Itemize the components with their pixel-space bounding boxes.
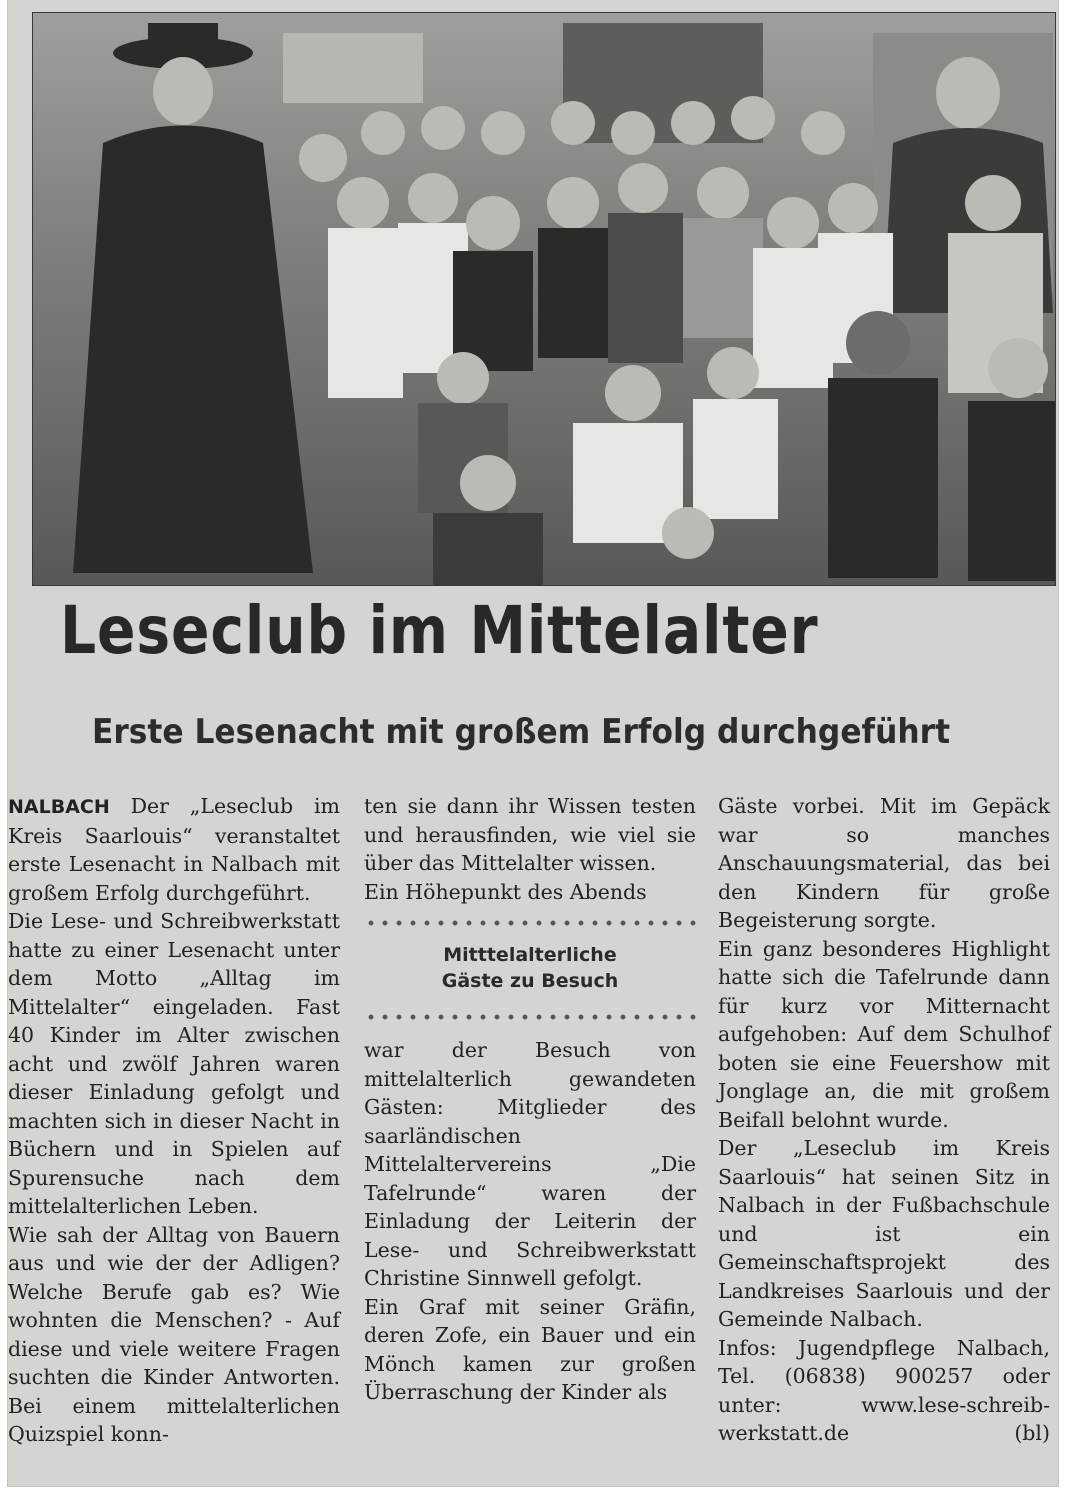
article-column-2: [364, 792, 696, 1407]
author-byline: (bl): [1014, 1421, 1050, 1445]
paragraph: Wie sah der Alltag von Bauern aus und wie der der Adligen? Welche Berufe gab es? Wie wohnten die Menschen? - Auf diese und viele weitere Fragen suchten die Kinder Antworten. Bei einem mittelalterlichen Quizspiel konn-: [8, 1222, 340, 1446]
paragraph: [718, 1334, 1050, 1448]
subhead-line: Mitttelalterliche: [443, 944, 617, 966]
paragraph: Ein Graf mit seiner Gräfin, deren Zofe, ein Bauer und ein Mönch kamen zur großen Überraschung der Kinder als: [364, 1294, 696, 1404]
article-subheadline: Erste Lesenacht mit großem Erfolg durchgeführt: [92, 712, 951, 752]
section-subhead: [364, 942, 696, 994]
paragraph: war der Besuch von mittelalterlich gewandeten Gästen: Mitglieder des saarländischen Mittelaltervereins „Die Tafelrunde“ waren der Einladung der Leiterin der Lese- und Schreibwerkstatt Christine Sinnwell gefolgt.: [364, 1038, 696, 1290]
group-photo: [32, 12, 1056, 586]
paragraph-text: Der „Leseclub im Kreis Saarlouis“ veranstaltet erste Lesenacht in Nalbach mit großem Erfolg durchgeführt.: [8, 794, 340, 905]
article-column-3: [718, 792, 1050, 1448]
paragraph: Gäste vorbei. Mit im Gepäck war so manches Anschauungsmaterial, das bei den Kindern für große Begeisterung sorgte.: [718, 794, 1050, 932]
contact-info: Infos: Jugendpflege Nalbach, Tel. (06838) 900257 oder unter: www.lese-schreib-werkstatt.de: [718, 1335, 1050, 1445]
dateline: NALBACH: [8, 796, 110, 818]
paragraph: Der „Leseclub im Kreis Saarlouis“ hat seinen Sitz in Nalbach in der Fußbachschule und ist ein Gemeinschaftsprojekt des Landkreises Saarlouis und der Gemeinde Nalbach.: [718, 1136, 1050, 1331]
paragraph: ten sie dann ihr Wissen testen und herausfinden, wie viel sie über das Mittelalter wissen.: [364, 794, 696, 875]
paragraph: Ein ganz besonderes Highlight hatte sich die Tafelrunde dann für kurz vor Mitternacht aufgehoben: Auf dem Schulhof boten sie eine Feuershow mit Jonglage an, die mit großem Beifall belohnt wurde.: [718, 936, 1050, 1132]
paragraph: Die Lese- und Schreibwerkstatt hatte zu einer Lesenacht unter dem Motto „Alltag im Mittelalter“ eingeladen. Fast 40 Kinder im Alter zwischen acht und zwölf Jahren waren dieser Einladung gefolgt und machten sich in dieser Nacht in Büchern und in Spielen auf Spurensuche nach dem mittelalterlichen Leben.: [8, 909, 340, 1218]
article-headline: Leseclub im Mittelalter: [60, 592, 819, 669]
subhead-line: Gäste zu Besuch: [441, 970, 619, 992]
dotted-divider: [364, 1008, 696, 1026]
paragraph: Ein Höhepunkt des Abends: [364, 879, 647, 904]
article-column-1: [8, 792, 340, 1449]
dotted-divider: [364, 914, 696, 932]
group-photo-illustration: [33, 13, 1055, 585]
paragraph: [8, 792, 340, 907]
